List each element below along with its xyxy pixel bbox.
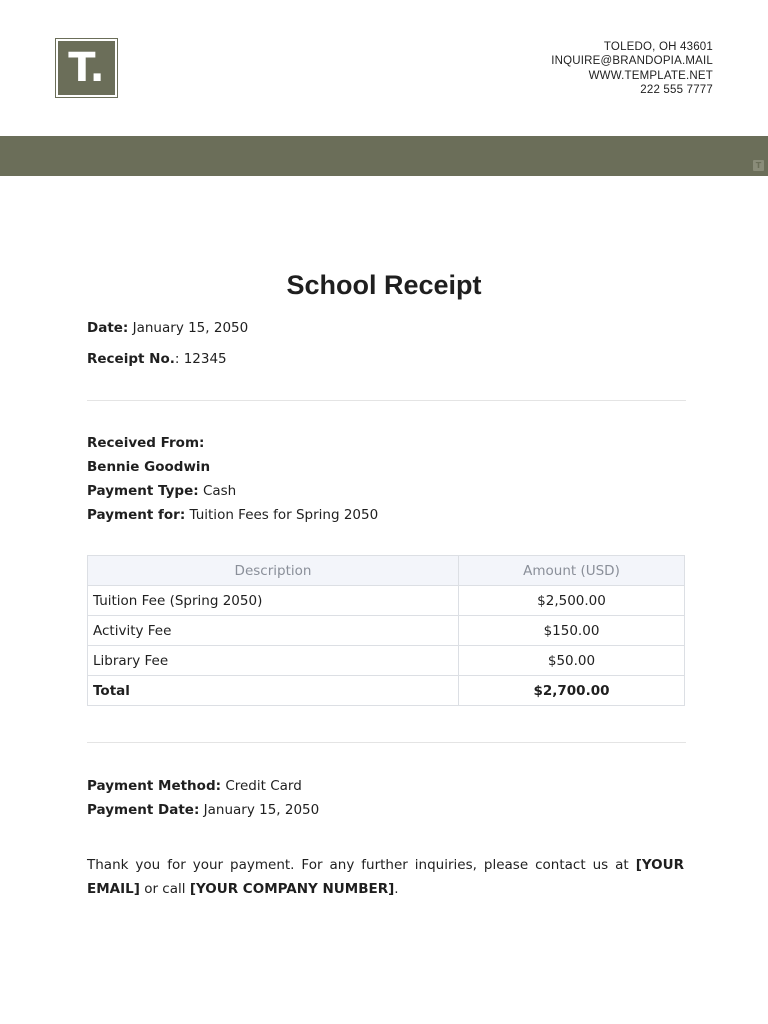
divider	[87, 742, 686, 743]
receipt-date	[87, 319, 248, 337]
column-header-amount: Amount (USD)	[459, 556, 685, 586]
received-from-label-text: Received From:	[87, 435, 205, 451]
page-title: School Receipt	[286, 270, 482, 300]
payment-for	[87, 506, 378, 524]
payment-type-label: Payment Type:	[87, 483, 199, 499]
thank-you-note	[87, 853, 684, 901]
payment-date-value: January 15, 2050	[203, 802, 320, 818]
fee-amount: $50.00	[459, 646, 685, 676]
receipt-date-value: January 15, 2050	[132, 320, 249, 336]
payer-name-text: Bennie Goodwin	[87, 459, 211, 475]
payment-date-label: Payment Date:	[87, 802, 200, 818]
contact-block	[551, 40, 713, 97]
total-label: Total	[88, 676, 459, 706]
total-row	[88, 676, 685, 706]
contact-address: TOLEDO, OH 43601	[603, 41, 713, 53]
fee-amount: $2,500.00	[459, 586, 685, 616]
payment-method-label: Payment Method:	[87, 778, 222, 794]
fee-amount: $150.00	[459, 616, 685, 646]
receipt-date-label: Date:	[87, 320, 129, 336]
receipt-number	[87, 350, 227, 368]
contact-phone: 222 555 7777	[640, 83, 713, 96]
contact-website: WWW.TEMPLATE.NET	[588, 69, 713, 82]
column-header-description: Description	[88, 556, 459, 586]
payment-method	[87, 777, 302, 795]
fee-description: Library Fee	[88, 646, 459, 676]
fee-description: Tuition Fee (Spring 2050)	[88, 586, 459, 616]
contact-email: INQUIRE@BRANDOPIA.MAIL	[551, 55, 713, 68]
company-number-placeholder: [YOUR COMPANY NUMBER]	[189, 881, 395, 897]
fees-table	[87, 555, 685, 706]
note-end: .	[394, 881, 399, 897]
or-call-text: or call	[144, 881, 186, 897]
received-from-label	[87, 434, 204, 452]
email-placeholder: [YOUR EMAIL]	[87, 857, 684, 897]
table-header-row	[88, 556, 685, 586]
logo-letter: T.	[58, 41, 115, 95]
receipt-number-value: : 12345	[174, 351, 227, 367]
divider	[87, 400, 686, 401]
table-row	[88, 616, 685, 646]
template-watermark-icon: T	[753, 160, 764, 171]
total-value: $2,700.00	[459, 676, 685, 706]
payment-for-value: Tuition Fees for Spring 2050	[189, 507, 379, 523]
receipt-number-label: Receipt No.	[87, 351, 175, 367]
table-row	[88, 646, 685, 676]
payment-method-value: Credit Card	[225, 778, 302, 794]
payment-for-label: Payment for:	[87, 507, 186, 523]
table-row	[88, 586, 685, 616]
payer-name	[87, 458, 210, 476]
payment-type	[87, 482, 236, 500]
header-band	[0, 136, 768, 176]
fee-description: Activity Fee	[88, 616, 459, 646]
company-logo	[55, 38, 118, 98]
thank-you-text: Thank you for your payment. For any further inquiries, please contact us at	[87, 857, 629, 873]
payment-date	[87, 801, 319, 819]
payment-type-value: Cash	[202, 483, 237, 499]
